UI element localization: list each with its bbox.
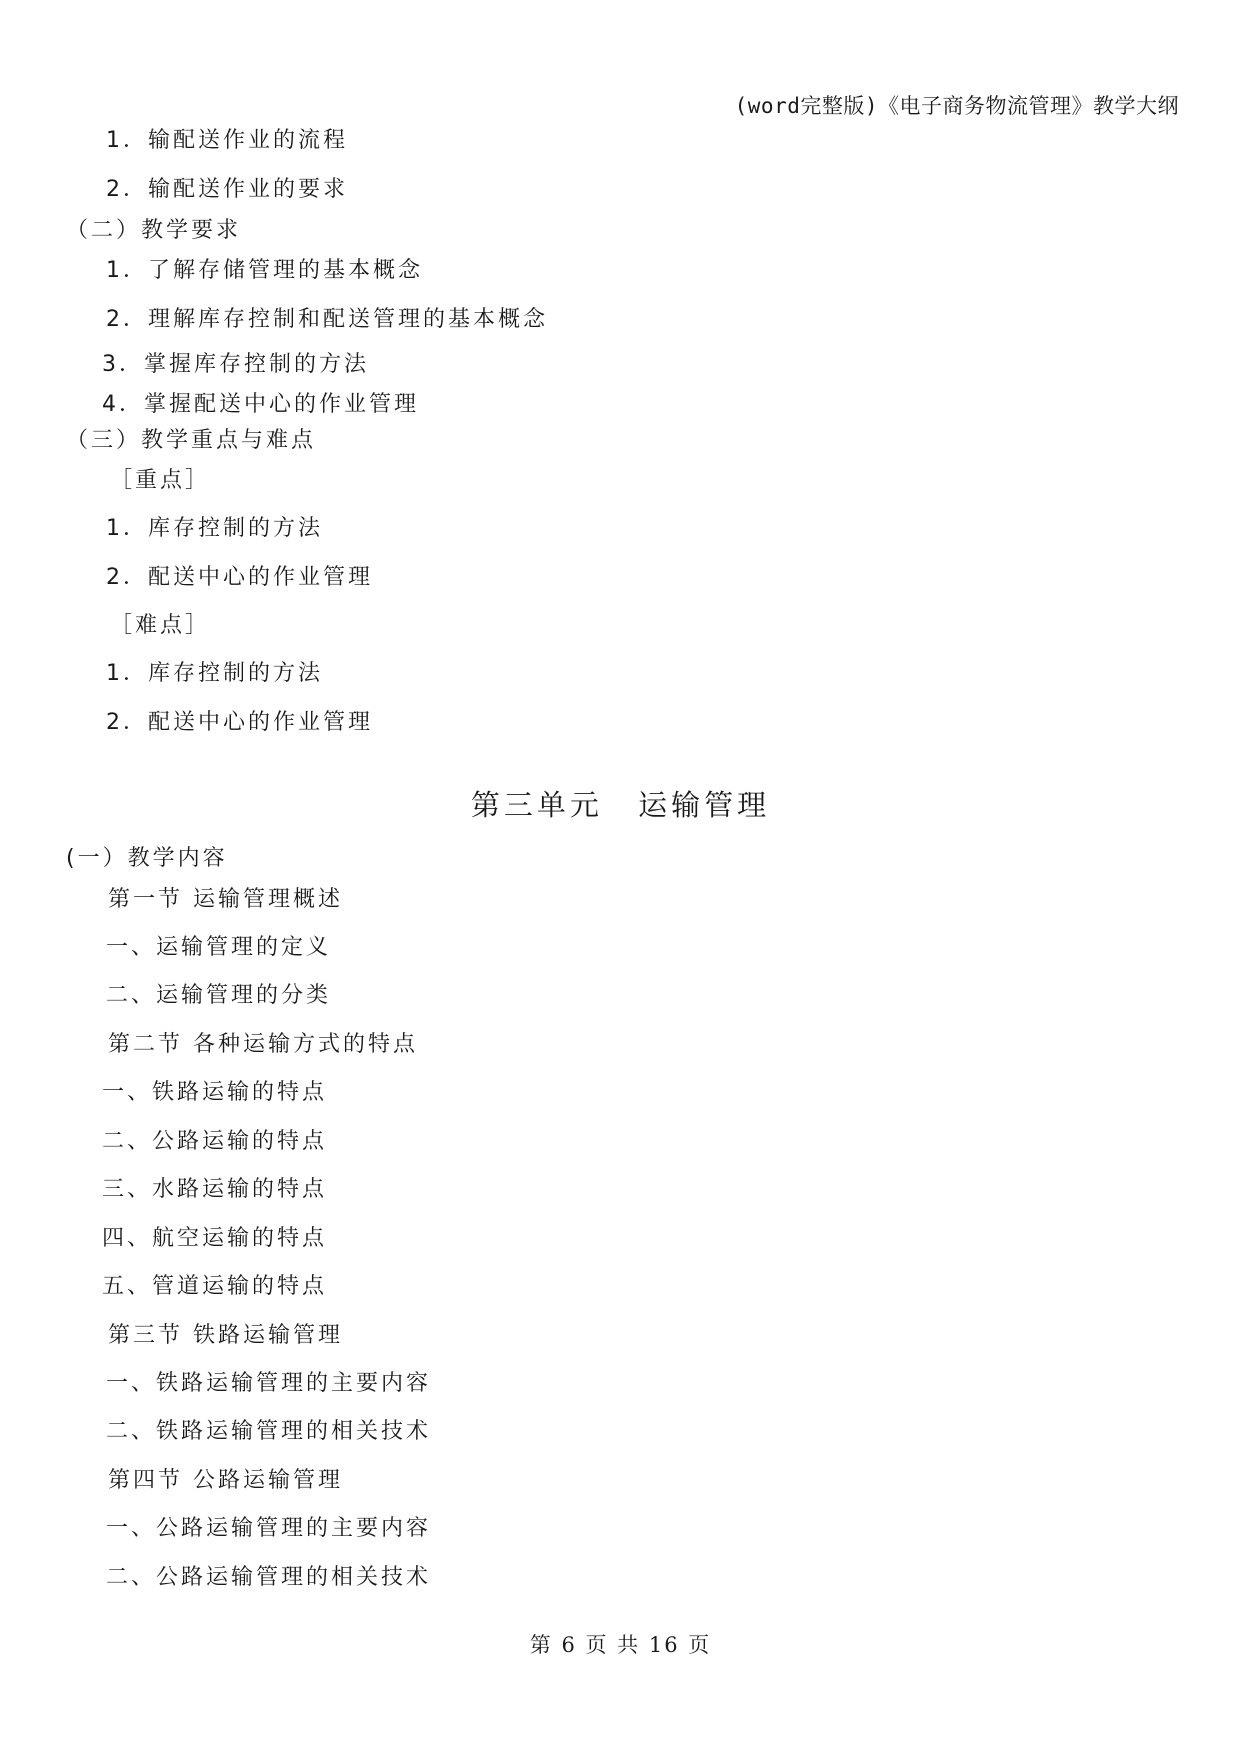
- list-item: 二、运输管理的分类: [106, 983, 332, 1008]
- list-item: 三、水路运输的特点: [102, 1177, 328, 1202]
- list-item: 1．了解存储管理的基本概念: [106, 258, 423, 283]
- list-item: 二、铁路运输管理的相关技术: [106, 1419, 432, 1444]
- list-item: 一、铁路运输的特点: [102, 1080, 328, 1105]
- section-subheading: 第二节 各种运输方式的特点: [108, 1032, 418, 1057]
- list-item: 二、公路运输管理的相关技术: [106, 1565, 432, 1590]
- list-item: 1．库存控制的方法: [106, 516, 323, 541]
- page-header: (word完整版)《电子商务物流管理》教学大纲: [734, 94, 1179, 118]
- list-item: 1．库存控制的方法: [106, 661, 323, 686]
- section-heading: （二）教学要求: [66, 218, 242, 243]
- list-item: 一、运输管理的定义: [106, 935, 332, 960]
- list-item: 四、航空运输的特点: [102, 1226, 328, 1251]
- list-item: 2．理解库存控制和配送管理的基本概念: [106, 307, 548, 332]
- subsection-label: ［重点］: [110, 468, 211, 493]
- page-footer: 第 6 页 共 16 页: [529, 1633, 712, 1657]
- list-item: 2．配送中心的作业管理: [106, 710, 373, 735]
- section-heading: (一）教学内容: [66, 846, 228, 871]
- list-item: 一、公路运输管理的主要内容: [106, 1516, 432, 1541]
- section-subheading: 第四节 公路运输管理: [108, 1468, 343, 1493]
- list-item: 4．掌握配送中心的作业管理: [102, 392, 419, 417]
- subsection-label: ［难点］: [110, 613, 211, 638]
- list-item: 五、管道运输的特点: [102, 1274, 328, 1299]
- list-item: 2．输配送作业的要求: [106, 177, 348, 202]
- section-subheading: 第一节 运输管理概述: [108, 887, 343, 912]
- section-subheading: 第三节 铁路运输管理: [108, 1323, 343, 1348]
- section-heading: （三）教学重点与难点: [66, 428, 317, 453]
- list-item: 1．输配送作业的流程: [106, 128, 348, 153]
- list-item: 2．配送中心的作业管理: [106, 565, 373, 590]
- list-item: 3．掌握库存控制的方法: [102, 352, 369, 377]
- list-item: 二、公路运输的特点: [102, 1129, 328, 1154]
- unit-title: 第三单元 运输管理: [470, 788, 771, 822]
- list-item: 一、铁路运输管理的主要内容: [106, 1371, 432, 1396]
